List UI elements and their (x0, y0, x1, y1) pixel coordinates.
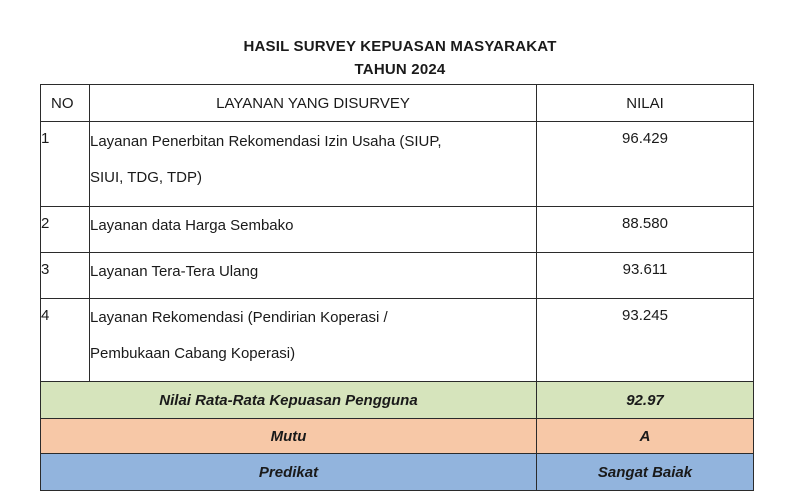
service-name-line1: Layanan Rekomendasi (Pendirian Koperasi / (90, 309, 388, 326)
service-value: 93.611 (537, 253, 754, 299)
mutu-label: Mutu (41, 419, 537, 454)
table-row (41, 122, 754, 207)
average-row (41, 382, 754, 419)
mutu-row (41, 419, 754, 454)
service-name-line2: SIUI, TDG, TDP) (90, 169, 202, 186)
service-value: 96.429 (537, 122, 754, 207)
survey-results-table (40, 84, 754, 491)
mutu-value: A (537, 419, 754, 454)
predikat-label: Predikat (41, 454, 537, 491)
predikat-value: Sangat Baiak (537, 454, 754, 491)
service-name-line2: Pembukaan Cabang Koperasi) (90, 345, 296, 362)
service-value: 88.580 (537, 207, 754, 253)
table-header-row (41, 85, 754, 122)
page-title: HASIL SURVEY KEPUASAN MASYARAKAT (243, 38, 557, 55)
service-name: Layanan data Harga Sembako (90, 207, 537, 253)
table-row (41, 207, 754, 253)
row-number: 1 (41, 122, 90, 207)
service-name: Layanan Tera-Tera Ulang (90, 253, 537, 299)
table-row (41, 299, 754, 382)
service-value: 93.245 (537, 299, 754, 382)
header-no: NO (41, 85, 90, 122)
table-row (41, 253, 754, 299)
service-name-line1: Layanan Penerbitan Rekomendasi Izin Usaha (SIUP, (90, 133, 442, 150)
row-number: 4 (41, 299, 90, 382)
service-name (90, 122, 537, 207)
average-value: 92.97 (537, 382, 754, 419)
row-number: 3 (41, 253, 90, 299)
service-name (90, 299, 537, 382)
header-value: NILAI (537, 85, 754, 122)
average-label: Nilai Rata-Rata Kepuasan Pengguna (41, 382, 537, 419)
row-number: 2 (41, 207, 90, 253)
predikat-row (41, 454, 754, 491)
header-service: LAYANAN YANG DISURVEY (90, 85, 537, 122)
page-subtitle: TAHUN 2024 (354, 61, 446, 78)
